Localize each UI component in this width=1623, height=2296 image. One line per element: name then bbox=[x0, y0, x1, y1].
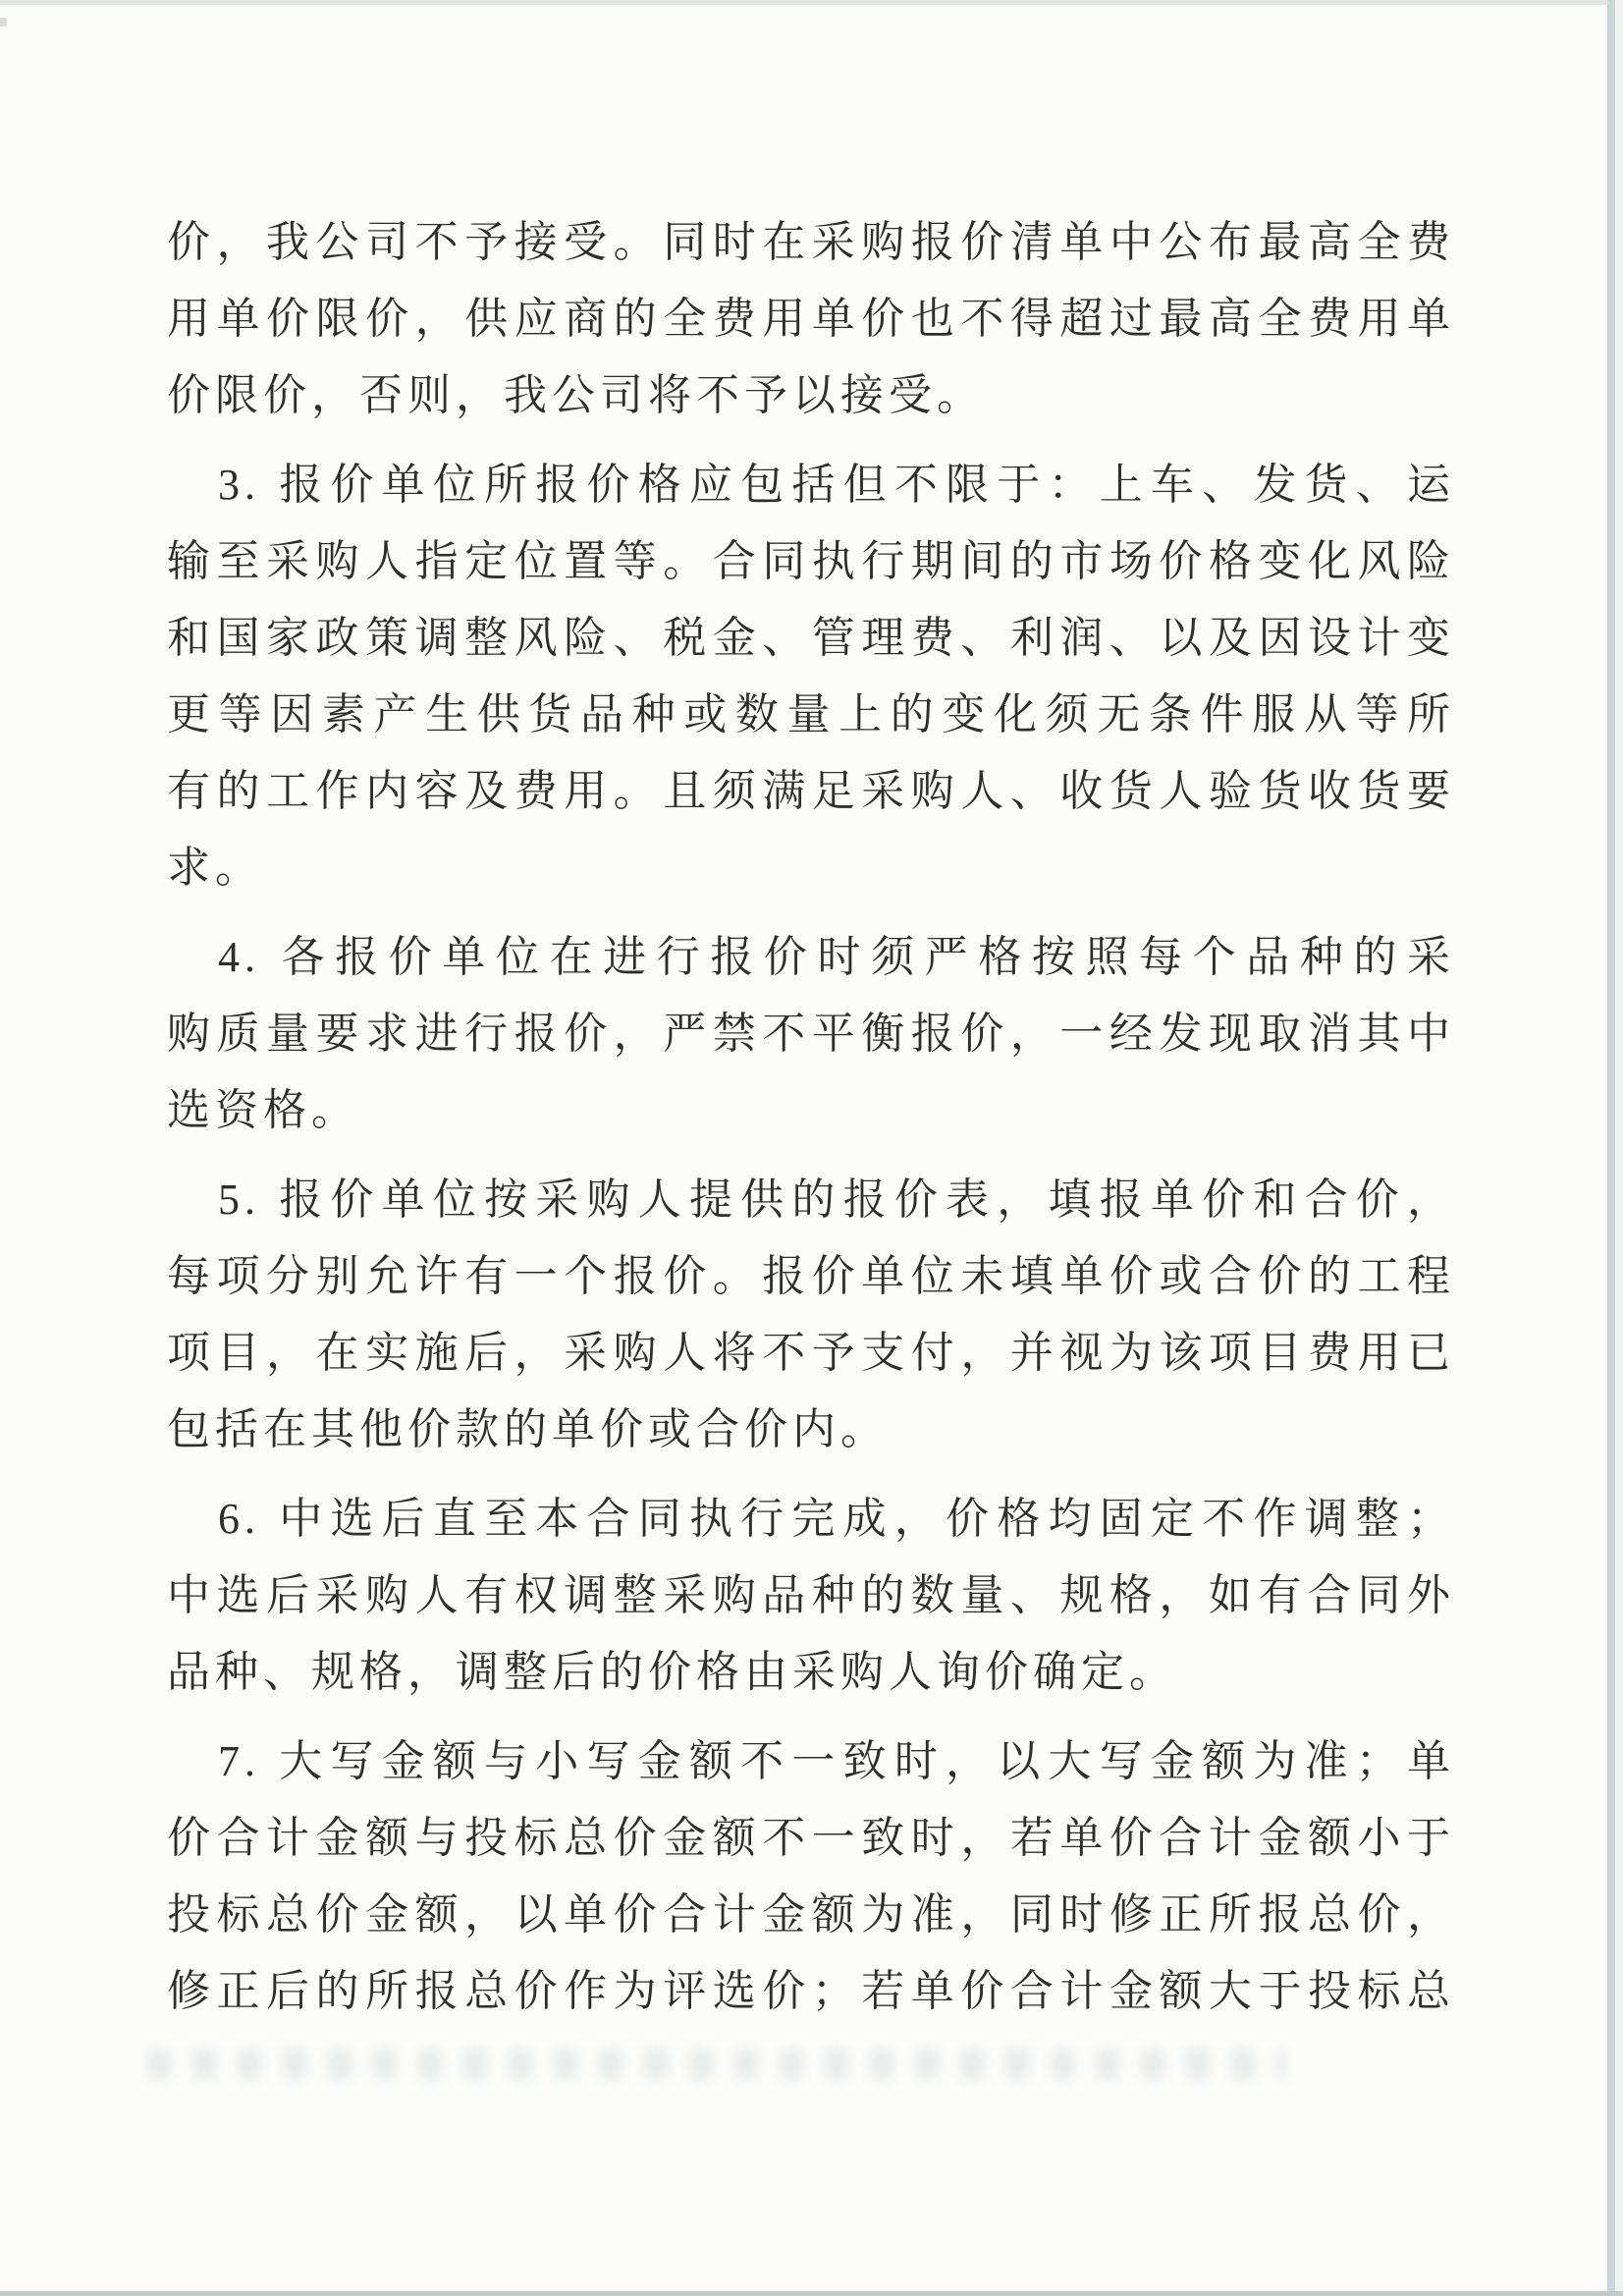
text-line: 中选后采购人有权调整采购品种的数量、规格，如有合同外 bbox=[167, 1571, 1455, 1619]
text-line: 项目，在实施后，采购人将不予支付，并视为该项目费用已 bbox=[167, 1329, 1455, 1377]
text-line: 3. 报价单位所报价格应包括但不限于：上车、发货、运 bbox=[218, 461, 1455, 509]
text-line: 4. 各报价单位在进行报价时须严格按照每个品种的采 bbox=[218, 933, 1455, 981]
paragraph bbox=[167, 919, 1455, 1149]
page-scan-right-edge bbox=[1607, 0, 1615, 2291]
text-line: 购质量要求进行报价，严禁不平衡报价，一经发现取消其中 bbox=[167, 1010, 1455, 1058]
page-scan-right-margin bbox=[1615, 0, 1623, 2291]
text-line: 品种、规格，调整后的价格由采购人询价确定。 bbox=[167, 1648, 1177, 1696]
text-line: 每项分别允许有一个报价。报价单位未填单价或合价的工程 bbox=[167, 1252, 1455, 1300]
document-text bbox=[167, 204, 1455, 2030]
text-line: 价限价，否则，我公司将不予以接受。 bbox=[167, 371, 985, 419]
paragraph bbox=[167, 1723, 1455, 2030]
text-line: 修正后的所报总价作为评选价；若单价合计金额大于投标总 bbox=[167, 1967, 1455, 2015]
text-line: 求。 bbox=[167, 844, 263, 892]
bleed-through-smudge bbox=[147, 2049, 1286, 2080]
text-line: 价，我公司不予接受。同时在采购报价清单中公布最高全费 bbox=[167, 218, 1455, 266]
page-scan-left-artifact bbox=[0, 18, 7, 27]
text-line: 价合计金额与投标总价金额不一致时，若单价合计金额小于 bbox=[167, 1814, 1455, 1862]
text-line: 用单价限价，供应商的全费用单价也不得超过最高全费用单 bbox=[167, 295, 1455, 343]
text-line: 输至采购人指定位置等。合同执行期间的市场价格变化风险 bbox=[167, 537, 1455, 585]
paragraph bbox=[167, 1481, 1455, 1711]
text-line: 5. 报价单位按采购人提供的报价表，填报单价和合价， bbox=[218, 1175, 1455, 1224]
paragraph bbox=[167, 447, 1455, 906]
text-line: 更等因素产生供货品种或数量上的变化须无条件服从等所 bbox=[167, 690, 1455, 738]
paragraph bbox=[167, 204, 1455, 434]
text-line: 选资格。 bbox=[167, 1086, 359, 1134]
page-scan-bottom-edge bbox=[0, 2291, 1623, 2296]
text-line: 包括在其他价款的单价或合价内。 bbox=[167, 1405, 889, 1453]
text-line: 7. 大写金额与小写金额不一致时，以大写金额为准；单 bbox=[218, 1737, 1455, 1785]
text-line: 和国家政策调整风险、税金、管理费、利润、以及因设计变 bbox=[167, 614, 1455, 662]
text-line: 6. 中选后直至本合同执行完成，价格均固定不作调整； bbox=[218, 1495, 1455, 1543]
page-scan-top-edge bbox=[0, 0, 1623, 5]
text-line: 有的工作内容及费用。且须满足采购人、收货人验货收货要 bbox=[167, 767, 1455, 815]
text-line: 投标总价金额，以单价合计金额为准，同时修正所报总价， bbox=[167, 1890, 1455, 1939]
paragraph bbox=[167, 1162, 1455, 1468]
